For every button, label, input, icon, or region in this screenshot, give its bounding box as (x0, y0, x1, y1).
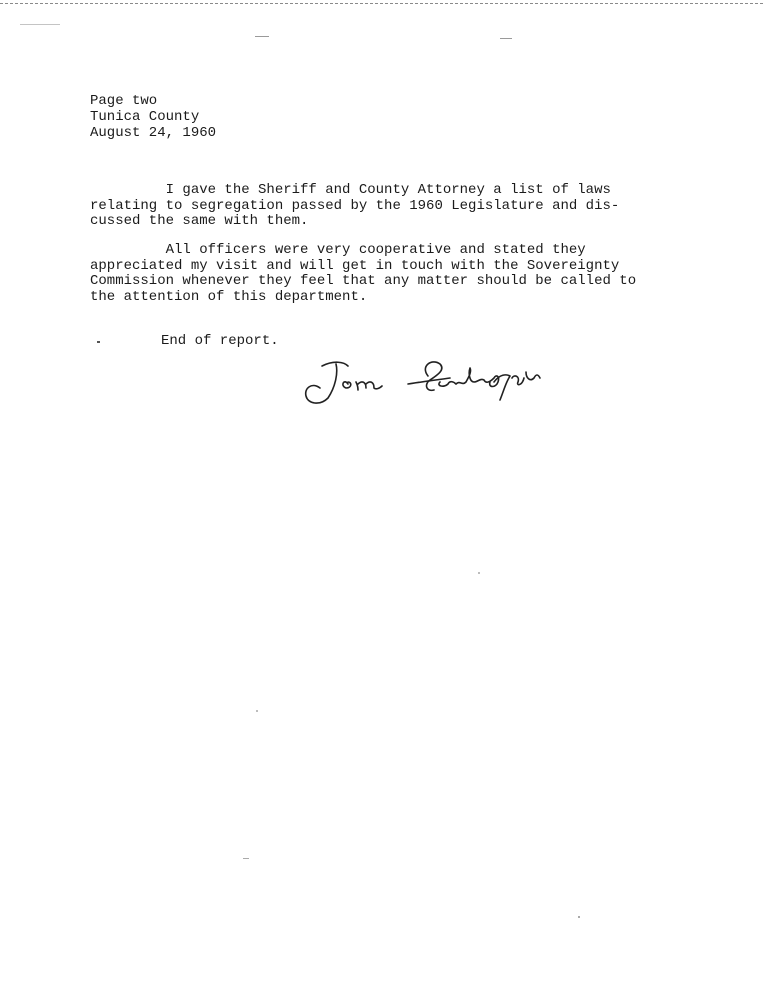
paragraph-line: the attention of this department. (90, 288, 368, 305)
paragraph-line: cussed the same with them. (90, 213, 309, 229)
scan-mark (478, 572, 480, 574)
scan-mark (500, 38, 512, 39)
paragraph-officers (90, 243, 636, 305)
scan-mark (243, 858, 249, 859)
paragraph-laws (90, 183, 619, 230)
paragraph-line: All officers were very cooperative and stated they (90, 242, 586, 258)
scan-mark (97, 341, 100, 343)
scan-mark (256, 710, 258, 712)
county-name: Tunica County (90, 109, 200, 125)
top-edge-dashed-rule (0, 3, 763, 4)
letter-header (90, 93, 216, 141)
report-date: August 24, 1960 (90, 125, 217, 141)
paragraph-line: appreciated my visit and will get in touch with the Sovereignty (90, 257, 620, 274)
paragraph-line: Commission whenever they feel that any matter should be called to (90, 273, 637, 289)
handwritten-signature (300, 352, 560, 412)
scan-mark (20, 24, 60, 25)
closing-line: End of report. (161, 333, 279, 349)
paragraph-line: I gave the Sheriff and County Attorney a list of laws (90, 182, 611, 198)
scan-mark (578, 916, 580, 918)
scan-mark (255, 36, 269, 37)
page-label: Page two (90, 93, 158, 109)
paragraph-line: relating to segregation passed by the 1960 Legislature and dis- (90, 197, 620, 214)
